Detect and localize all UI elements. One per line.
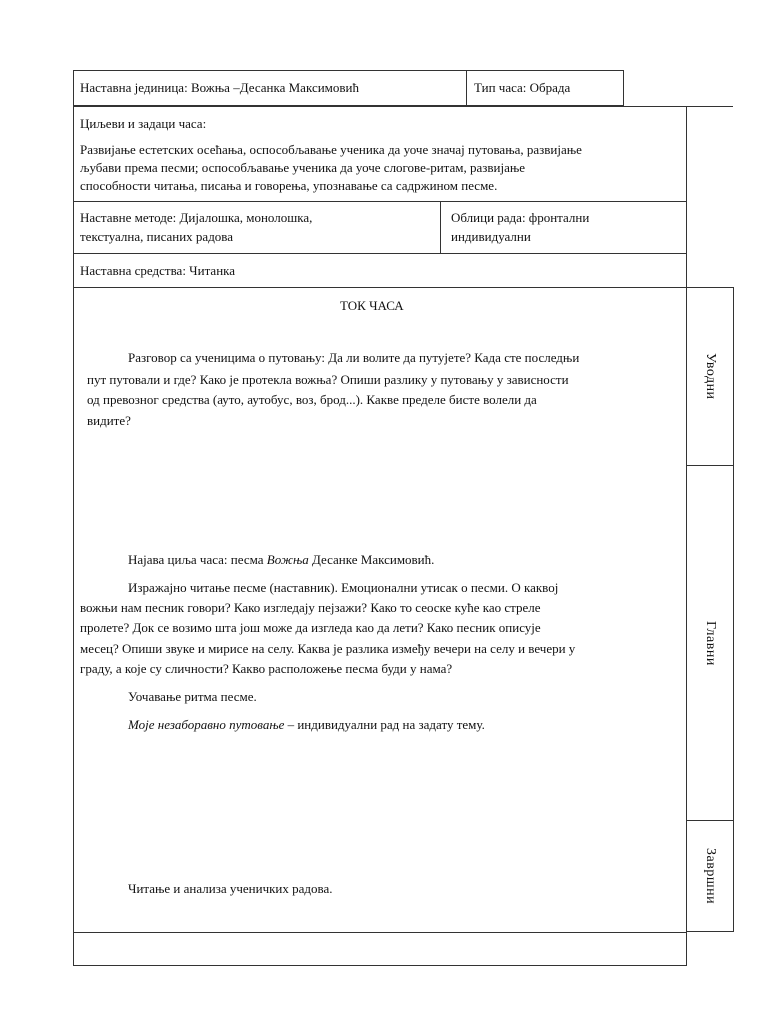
- forms-line-1: Облици рада: фронтални: [451, 210, 590, 225]
- reading-line-1: Изражајно читање песме (наставник). Емоционални утисак о песми. О каквој: [128, 580, 559, 595]
- task-line: [128, 715, 485, 735]
- goals-line-2: љубави према песми; оспособљавање ученика да уоче слогове-ритам, развијање: [80, 160, 526, 175]
- lesson-unit-label: Наставна јединица:: [80, 80, 188, 95]
- methods-line-1: Наставне методе: Дијалошка, монолошка,: [80, 210, 313, 225]
- task-title: Моје незаборавно путовање: [128, 717, 285, 732]
- lesson-unit-value: Вожња –Десанка Максимовић: [190, 80, 359, 95]
- poem-title: Вожња: [266, 552, 309, 567]
- lesson-unit: [80, 78, 359, 98]
- intro-line-4: видите?: [87, 413, 131, 428]
- main-goal-suffix: Десанке Максимовић.: [308, 552, 435, 567]
- methods-line-2: текстуална, писаних радова: [80, 229, 234, 244]
- reading-line-5: граду, а које су сличности? Какво расположење песма буди у нама?: [80, 661, 453, 676]
- task-suffix: – индивидуални рад на задату тему.: [284, 717, 485, 732]
- intro-line-3: од превозног средства (ауто, аутобус, воз, брод...). Какве пределе бисте волели да: [87, 392, 537, 407]
- goals-line-3: способности читања, писања и говорења, упознавање са садржином песме.: [80, 178, 498, 193]
- lesson-type-value: Обрада: [529, 80, 571, 95]
- methods-bottom-line: [73, 253, 687, 254]
- reading-line-4: месец? Опиши звуке и мирисе на селу. Каква је разлика између вечери на селу и вечери у: [80, 641, 576, 656]
- goals-line-1: Развијање естетских осећања, оспособљавање ученика да уоче значај путовања, развијање: [80, 142, 582, 157]
- final-line: Читање и анализа ученичких радова.: [128, 881, 333, 896]
- side-label-intro: Уводни: [703, 353, 718, 400]
- side-label-main: Главни: [703, 620, 718, 666]
- methods-divider: [440, 201, 441, 253]
- intro-line-1: Разговор са ученицима о путовању: Да ли волите да путујете? Када сте последњи: [128, 350, 580, 365]
- header-divider: [466, 70, 467, 106]
- goals-heading: Циљеви и задаци часа:: [80, 116, 207, 131]
- forms-line-2: индивидуални: [451, 229, 531, 244]
- lesson-title: ТОК ЧАСА: [340, 298, 404, 313]
- reading-line-3: пролете? Док се возимо шта још може да изгледа као да лети? Како песник описује: [80, 620, 541, 635]
- lesson-type-label: Тип часа:: [474, 80, 527, 95]
- main-goal-prefix: Најава циља часа: песма: [128, 552, 267, 567]
- reading-line-2: вожњи нам песник говори? Како изгледају пејзажи? Како то сеоске куће као стреле: [80, 600, 541, 615]
- goals-bottom-line: [73, 201, 687, 202]
- resources: Наставна средства: Читанка: [80, 263, 236, 278]
- intro-line-2: пут путовали и где? Како је протекла вожња? Опиши разлику у путовању у зависности: [87, 372, 569, 387]
- rhythm-line: Уочавање ритма песме.: [128, 689, 257, 704]
- lesson-type: [474, 78, 570, 98]
- main-goal: [128, 550, 434, 570]
- side-label-final: Завршни: [703, 848, 718, 905]
- lesson-bottom-line: [73, 932, 687, 933]
